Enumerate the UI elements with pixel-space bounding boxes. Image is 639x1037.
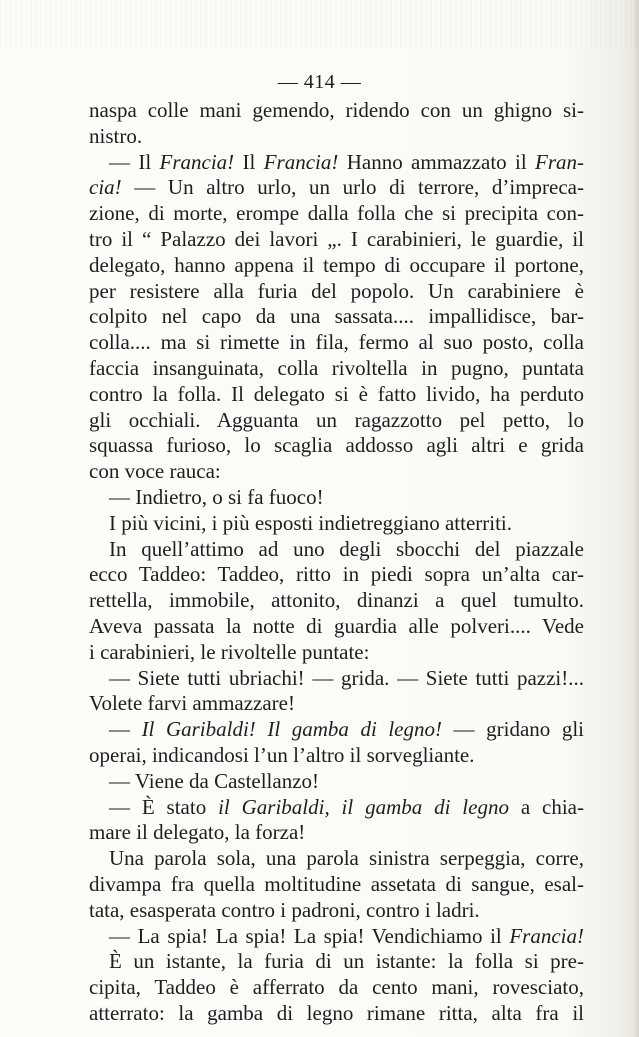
text-segment: cipita, Taddeo è afferrato da cento mani, rovesciato,: [89, 975, 584, 1000]
text-line: [89, 795, 584, 821]
body-text: [89, 98, 584, 1027]
text-segment: i carabinieri, le rivoltelle puntate:: [89, 639, 370, 664]
text-line: [89, 150, 584, 176]
text-line: [89, 666, 584, 692]
italic-text-segment: Il Garibaldi! Il gamba di legno!: [141, 717, 442, 742]
text-segment: In quell’attimo ad uno degli sbocchi del piazzale: [109, 536, 584, 561]
text-segment: — Il: [109, 149, 160, 174]
text-segment: operai, indicandosi l’un l’altro il sorvegliante.: [89, 742, 475, 767]
text-segment: Aveva passata la notte di guardia alle polveri.... Vede: [89, 613, 584, 638]
text-segment: colla.... ma si rimette in fila, fermo al suo posto, colla: [89, 330, 584, 355]
page-number: — 414 —: [277, 71, 362, 93]
text-line: [89, 924, 584, 950]
text-line: [89, 356, 584, 382]
text-segment: zione, di morte, erompe dalla folla che si precipita con-: [89, 201, 584, 226]
text-segment: I più vicini, i più esposti indietreggiano atterriti.: [109, 510, 512, 535]
text-line: [89, 691, 584, 717]
text-segment: squassa furioso, lo scaglia addosso agli altri e grida: [89, 433, 584, 458]
text-line: [89, 640, 584, 666]
text-segment: delegato, hanno appena il tempo di occupare il portone,: [89, 252, 584, 277]
text-line: [89, 227, 584, 253]
text-segment: tata, esasperata contro i padroni, contro i ladri.: [89, 897, 480, 922]
text-segment: Il: [234, 149, 264, 174]
text-segment: — Un altro urlo, un urlo di terrore, d’impreca-: [121, 175, 584, 200]
text-line: [89, 562, 584, 588]
italic-text-segment: Francia!: [509, 923, 584, 948]
scan-noise-band: [0, 0, 639, 48]
text-line: [89, 820, 584, 846]
text-segment: rettella, immobile, attonito, dinanzi a quel tumulto.: [89, 588, 584, 613]
text-segment: contro la folla. Il delegato si è fatto livido, ha perduto: [89, 381, 584, 406]
italic-text-segment: Francia!: [263, 149, 339, 174]
text-line: [89, 511, 584, 537]
text-line: [89, 408, 584, 434]
text-line: [89, 872, 584, 898]
text-segment: Volete farvi ammazzare!: [89, 691, 295, 716]
text-line: [89, 975, 584, 1001]
text-line: [89, 769, 584, 795]
text-segment: atterrato: la gamba di legno rimane ritta, alta fra il: [89, 1000, 584, 1025]
italic-text-segment: Francia!: [159, 149, 235, 174]
italic-text-segment: Fran-: [535, 149, 585, 174]
text-segment: ecco Taddeo: Taddeo, ritto in piedi sopra un’alta car-: [89, 562, 584, 587]
page-edge-shadow: [633, 0, 639, 1037]
text-line: [89, 253, 584, 279]
text-line: [89, 201, 584, 227]
text-line: [89, 717, 584, 743]
text-segment: colpito nel capo da una sassata.... impallidisce, bar-: [89, 304, 584, 329]
text-line: [89, 614, 584, 640]
text-line: [89, 485, 584, 511]
text-segment: naspa colle mani gemendo, ridendo con un ghigno si-: [89, 98, 584, 122]
text-segment: mare il delegato, la forza!: [89, 820, 306, 845]
text-segment: — Siete tutti ubriachi! — grida. — Siete tutti pazzi!...: [109, 665, 584, 690]
text-segment: — È stato: [109, 794, 219, 819]
text-line: [89, 382, 584, 408]
text-line: [89, 459, 584, 485]
text-line: [89, 175, 584, 201]
text-segment: faccia insanguinata, colla rivoltella in pugno, puntata: [89, 355, 584, 380]
italic-text-segment: cia!: [89, 175, 122, 200]
text-line: [89, 1001, 584, 1027]
text-segment: —: [109, 717, 142, 742]
text-line: [89, 330, 584, 356]
text-line: [89, 898, 584, 924]
text-segment: tro il “ Palazzo dei lavori „. I carabinieri, le guardie, il: [89, 226, 584, 251]
text-line: [89, 124, 584, 150]
text-segment: per resistere alla furia del popolo. Un carabiniere è: [89, 278, 584, 303]
text-line: [89, 304, 584, 330]
text-segment: Una parola sola, una parola sinistra serpeggia, corre,: [109, 846, 584, 871]
text-segment: Hanno ammazzato il: [338, 149, 536, 174]
text-segment: nistro.: [89, 123, 143, 148]
text-line: [89, 433, 584, 459]
text-segment: — gridano gli: [442, 717, 584, 742]
text-segment: — Viene da Castellanzo!: [109, 768, 320, 793]
text-line: [89, 537, 584, 563]
text-line: [89, 588, 584, 614]
text-segment: — Indietro, o si fa fuoco!: [109, 484, 324, 509]
text-segment: — La spia! La spia! La spia! Vendichiamo il: [109, 923, 510, 948]
text-line: [89, 949, 584, 975]
text-line: [89, 743, 584, 769]
text-segment: gli occhiali. Agguanta un ragazzotto pel petto, lo: [89, 407, 584, 432]
italic-text-segment: il Garibaldi, il gamba di legno: [218, 794, 509, 819]
text-line: [89, 846, 584, 872]
text-line: [89, 98, 584, 124]
text-line: [89, 279, 584, 305]
text-segment: a chia-: [508, 794, 584, 819]
text-segment: con voce rauca:: [89, 459, 221, 484]
text-segment: divampa fra quella moltitudine assetata di sangue, esal-: [89, 871, 584, 896]
text-segment: È un istante, la furia di un istante: la folla si pre-: [109, 949, 584, 974]
